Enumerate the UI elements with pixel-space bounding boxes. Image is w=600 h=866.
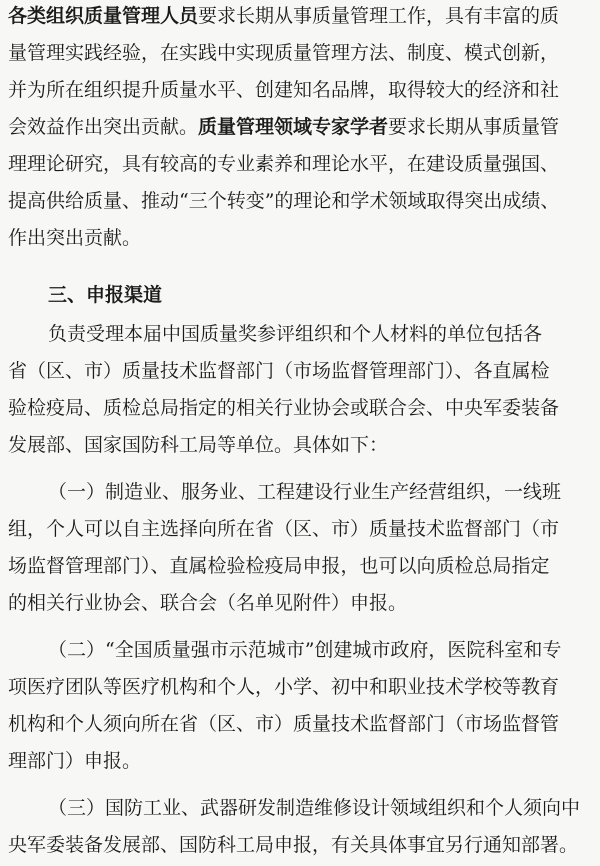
paragraph-2-line-1: 负责受理本届中国质量奖参评组织和个人材料的单位包括各 bbox=[48, 323, 543, 345]
paragraph-1-line-2: 量管理实践经验，在实践中实现质量管理方法、制度、模式创新， bbox=[8, 42, 560, 64]
paragraph-3-line-2: 组，个人可以自主选择向所在省（区、市）质量技术监督部门（市 bbox=[8, 518, 560, 540]
paragraph-5-line-2: 央军委装备发展部、国防科工局申报，有关具体事宜另行通知部署。 bbox=[8, 834, 579, 856]
section-heading-3: 三、申报渠道 bbox=[48, 284, 163, 306]
text-span: 要求长期从事质量管 bbox=[388, 116, 560, 138]
paragraph-1-line-4 bbox=[8, 115, 592, 141]
paragraph-4-line-4: 理部门）申报。 bbox=[8, 750, 142, 772]
text-span: 要求长期从事质量管理工作，具有丰富的质 bbox=[198, 5, 560, 27]
paragraph-1-line-5: 理理论研究，具有较高的专业素养和理论水平，在建设质量强国、 bbox=[8, 153, 560, 175]
paragraph-4-line-1: （二）“全国质量强市示范城市”创建城市政府，医院科室和专 bbox=[48, 639, 562, 661]
paragraph-3-line-3: 场监督管理部门）、直属检验检疫局申报，也可以向质检总局指定 bbox=[8, 555, 550, 577]
paragraph-1-line-1 bbox=[8, 4, 592, 30]
text-span: 会效益作出突出贡献。 bbox=[8, 116, 199, 138]
paragraph-3-line-1: （一）制造业、服务业、工程建设行业生产经营组织，一线班 bbox=[48, 481, 562, 503]
paragraph-1-line-6: 提高供给质量、推动“三个转变”的理论和学术领域取得突出成绩、 bbox=[8, 190, 560, 212]
paragraph-2-line-4: 发展部、国家国防科工局等单位。具体如下： bbox=[8, 434, 389, 456]
paragraph-4-line-2: 项医疗团队等医疗机构和个人，小学、初中和职业技术学校等教育 bbox=[8, 676, 560, 698]
paragraph-1-line-7: 作出突出贡献。 bbox=[8, 227, 142, 249]
paragraph-3-line-4: 的相关行业协会、联合会（名单见附件）申报。 bbox=[8, 592, 408, 614]
paragraph-2-line-3: 验检疫局、质检总局指定的相关行业协会或联合会、中央军委装备 bbox=[8, 397, 560, 419]
paragraph-4-line-3: 机构和个人须向所在省（区、市）质量技术监督部门（市场监督管 bbox=[8, 713, 560, 735]
paragraph-1-line-3: 并为所在组织提升质量水平、创建知名品牌，取得较大的经济和社 bbox=[8, 79, 560, 101]
paragraph-2-line-2: 省（区、市）质量技术监督部门（市场监督管理部门）、各直属检 bbox=[8, 360, 550, 382]
bold-term-quality-managers: 各类组织质量管理人员 bbox=[8, 5, 199, 27]
paragraph-5-line-1: （三）国防工业、武器研发制造维修设计领域组织和个人须向中 bbox=[48, 797, 581, 819]
bold-term-experts: 质量管理领域专家学者 bbox=[198, 116, 389, 138]
